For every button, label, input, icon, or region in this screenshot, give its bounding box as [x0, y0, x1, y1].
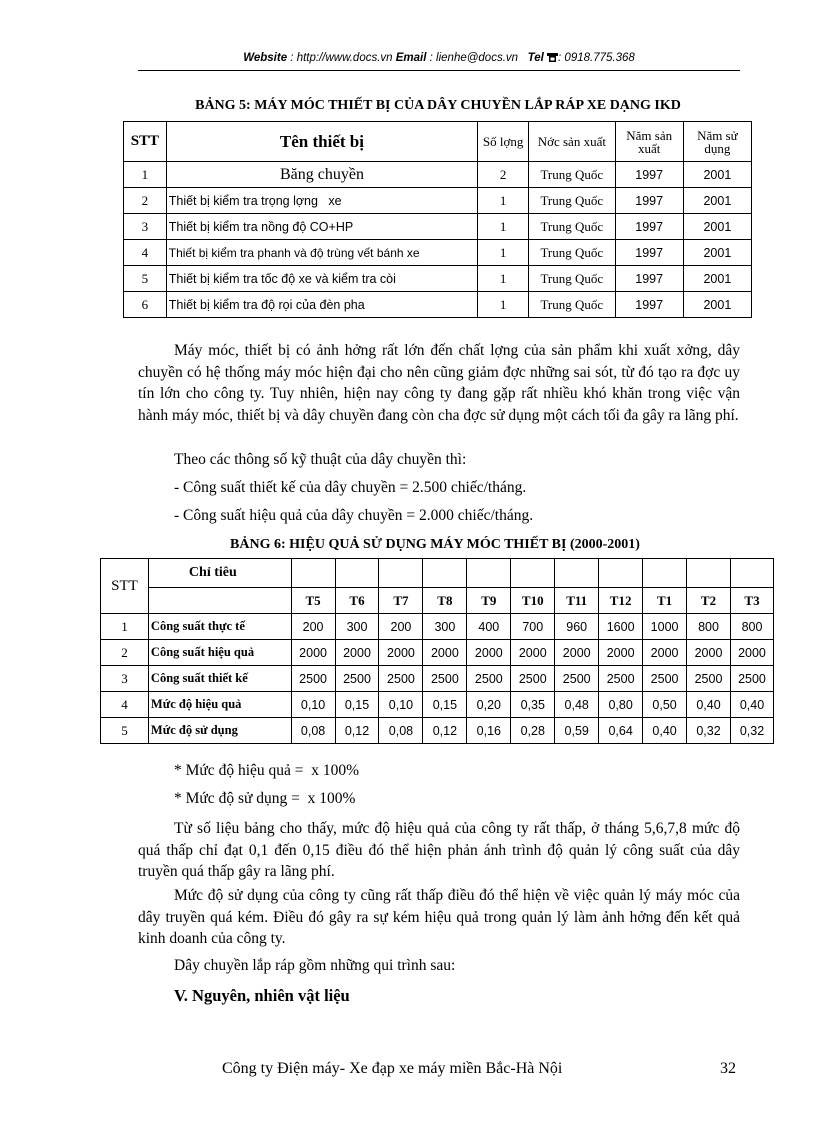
header-divider: [138, 70, 740, 71]
cell-value: 800: [730, 614, 773, 640]
page-header: [138, 52, 740, 64]
table-row: [101, 614, 774, 640]
row-use-year: 2001: [683, 292, 751, 318]
row-equipment: Băng chuyền: [166, 162, 477, 188]
cell-value: 2500: [379, 666, 423, 692]
cell-value: 2500: [687, 666, 731, 692]
cell-value: 2000: [730, 640, 773, 666]
cell-value: 2000: [467, 640, 511, 666]
cell-value: 960: [555, 614, 599, 640]
cell-value: 200: [379, 614, 423, 640]
table-row: [101, 666, 774, 692]
spec-effective-capacity: - Công suất hiệu quả của dây chuyền = 2.000 chiếc/tháng.: [174, 507, 534, 524]
equipment-table: [123, 121, 752, 318]
cell-value: 0,48: [555, 692, 599, 718]
header-month: T5: [291, 588, 335, 614]
cell-value: 0,28: [511, 718, 555, 744]
cell-value: 0,64: [599, 718, 643, 744]
cell-value: 800: [687, 614, 731, 640]
row-stt: 2: [101, 640, 149, 666]
cell-value: 0,20: [467, 692, 511, 718]
cell-value: 0,35: [511, 692, 555, 718]
cell-value: 2500: [335, 666, 379, 692]
cell-value: 200: [291, 614, 335, 640]
row-manufacture-year: 1997: [615, 240, 683, 266]
row-quantity: 1: [478, 240, 529, 266]
row-stt: 4: [124, 240, 167, 266]
cell-value: 0,08: [291, 718, 335, 744]
header-stt: STT: [124, 122, 167, 162]
cell-value: 2000: [379, 640, 423, 666]
header-month: T7: [379, 588, 423, 614]
website-label: Website: [243, 52, 288, 64]
cell-value: 0,40: [687, 692, 731, 718]
cell-value: 2000: [555, 640, 599, 666]
row-origin: Trung Quốc: [529, 162, 616, 188]
row-stt: 5: [124, 266, 167, 292]
header-equipment-name: Tên thiết bị: [166, 122, 477, 162]
cell-value: 2500: [599, 666, 643, 692]
paragraph-usage-analysis: Mức độ sử dụng của công ty cũng rất thấp điều đó thể hiện về việc quản lý máy móc của dây truyền quá kém. Điều đó gây ra sự kém hiệu quả trong quản lý làm ảnh hởng đến kết quả kinh doanh của công ty.: [138, 887, 740, 947]
table-row: [101, 718, 774, 744]
header-month: T11: [555, 588, 599, 614]
cell-value: 2000: [335, 640, 379, 666]
paragraph-efficiency-analysis: Từ số liệu bảng cho thấy, mức độ hiệu quả của công ty rất thấp, ở tháng 5,6,7,8 mức độ quá thấp chỉ đạt 0,1 đến 0,15 điều đó thể hiện phản ánh trình độ quản lý công suất của dây truyền quá thấp gây ra lãng phí.: [138, 820, 740, 880]
cell-value: 2500: [423, 666, 467, 692]
cell-value: 2000: [511, 640, 555, 666]
cell-value: 0,80: [599, 692, 643, 718]
email-link[interactable]: lienhe@docs.vn: [436, 52, 519, 64]
note-usage-formula: * Mức độ sử dụng = x 100%: [174, 790, 356, 807]
table-row: [101, 692, 774, 718]
table-row: [101, 640, 774, 666]
website-separator: :: [287, 52, 297, 64]
row-origin: Trung Quốc: [529, 214, 616, 240]
header-stt: STT: [101, 559, 149, 614]
cell-value: 700: [511, 614, 555, 640]
row-stt: 3: [124, 214, 167, 240]
cell-value: 0,15: [423, 692, 467, 718]
row-origin: Trung Quốc: [529, 292, 616, 318]
row-label: Công suất hiệu quả: [148, 640, 291, 666]
cell-value: 2500: [511, 666, 555, 692]
row-quantity: 1: [478, 214, 529, 240]
cell-value: 0,50: [643, 692, 687, 718]
table-row: [124, 292, 752, 318]
cell-value: 2000: [291, 640, 335, 666]
efficiency-table: [100, 558, 774, 744]
table-row: [124, 188, 752, 214]
cell-value: 1600: [599, 614, 643, 640]
row-use-year: 2001: [683, 162, 751, 188]
row-equipment: Thiết bị kiểm tra nồng độ CO+HP: [166, 214, 477, 240]
header-month: T10: [511, 588, 555, 614]
paragraph-process-intro: Dây chuyền lắp ráp gồm những qui trình sau:: [174, 957, 456, 974]
table-row: [124, 162, 752, 188]
header-quantity: Số lợng: [478, 122, 529, 162]
row-manufacture-year: 1997: [615, 266, 683, 292]
cell-value: 2500: [555, 666, 599, 692]
row-manufacture-year: 1997: [615, 292, 683, 318]
cell-value: 300: [423, 614, 467, 640]
row-stt: 1: [124, 162, 167, 188]
table-row: [124, 266, 752, 292]
section-heading: V. Nguyên, nhiên vật liệu: [174, 986, 350, 1005]
spec-design-capacity: - Công suất thiết kế của dây chuyền = 2.500 chiếc/tháng.: [174, 479, 527, 496]
row-stt: 1: [101, 614, 149, 640]
cell-value: 2000: [423, 640, 467, 666]
header-manufacture-year: Năm sản xuất: [615, 122, 683, 162]
email-label: Email: [395, 52, 427, 64]
table-header-row: [124, 122, 752, 162]
row-equipment: Thiết bị kiểm tra phanh và độ trùng vết bánh xe: [166, 240, 477, 266]
row-stt: 2: [124, 188, 167, 214]
row-label: Công suất thiết kế: [148, 666, 291, 692]
table5-caption: BẢNG 5: MÁY MÓC THIẾT BỊ CỦA DÂY CHUYỀN LẮP RÁP XE DẠNG IKD: [195, 98, 681, 113]
cell-value: 2500: [643, 666, 687, 692]
row-use-year: 2001: [683, 266, 751, 292]
table-row: [124, 214, 752, 240]
header-use-year: Năm sử dụng: [683, 122, 751, 162]
row-quantity: 1: [478, 266, 529, 292]
cell-value: 2000: [687, 640, 731, 666]
cell-value: 0,59: [555, 718, 599, 744]
row-use-year: 2001: [683, 188, 751, 214]
row-manufacture-year: 1997: [615, 188, 683, 214]
cell-value: 0,10: [291, 692, 335, 718]
cell-value: 0,40: [643, 718, 687, 744]
header-indicator: Chỉ tiêu: [148, 559, 291, 588]
row-stt: 5: [101, 718, 149, 744]
header-month: T6: [335, 588, 379, 614]
row-manufacture-year: 1997: [615, 162, 683, 188]
cell-value: 300: [335, 614, 379, 640]
header-month: T2: [687, 588, 731, 614]
cell-value: 0,12: [423, 718, 467, 744]
table-row: [124, 240, 752, 266]
cell-value: 0,08: [379, 718, 423, 744]
row-stt: 4: [101, 692, 149, 718]
tel-label: Tel: [527, 52, 544, 64]
phone-icon: [547, 53, 558, 62]
cell-value: 2500: [730, 666, 773, 692]
row-equipment: Thiết bị kiểm tra trọng lợng xe: [166, 188, 477, 214]
cell-value: 0,32: [730, 718, 773, 744]
paragraph-specs-intro: Theo các thông số kỹ thuật của dây chuyền thì:: [174, 451, 467, 468]
row-label: Mức độ sử dụng: [148, 718, 291, 744]
table-header-row: [101, 559, 774, 588]
row-stt: 6: [124, 292, 167, 318]
row-quantity: 1: [478, 188, 529, 214]
cell-value: 0,16: [467, 718, 511, 744]
row-equipment: Thiết bị kiểm tra tốc độ xe và kiểm tra còi: [166, 266, 477, 292]
row-origin: Trung Quốc: [529, 266, 616, 292]
paragraph-equipment-impact: Máy móc, thiết bị có ảnh hởng rất lớn đến chất lợng của sản phẩm khi xuất xởng, dây chuyền có hệ thống máy móc hiện đại cho nên cũng giảm đợc những sai sót, từ đó tạo ra đợc uy tín lớn cho công ty. Tuy nhiên, hiện nay công ty đang gặp rất nhiều khó khăn trong việc vận hành máy móc, thiết bị và dây chuyền đang còn cha đợc sử dụng một cách tối đa gây ra lãng phí.: [138, 342, 740, 424]
cell-value: 1000: [643, 614, 687, 640]
row-label: Mức độ hiệu quả: [148, 692, 291, 718]
row-label: Công suất thực tế: [148, 614, 291, 640]
cell-value: 2000: [643, 640, 687, 666]
email-separator: :: [426, 52, 437, 64]
cell-value: 400: [467, 614, 511, 640]
row-manufacture-year: 1997: [615, 214, 683, 240]
header-month: T9: [467, 588, 511, 614]
row-origin: Trung Quốc: [529, 188, 616, 214]
cell-value: 0,40: [730, 692, 773, 718]
footer-company: Công ty Điện máy- Xe đạp xe máy miền Bắc-Hà Nội: [222, 1060, 563, 1077]
header-month: T8: [423, 588, 467, 614]
table6-caption: BẢNG 6: HIỆU QUẢ SỬ DỤNG MÁY MÓC THIẾT BỊ (2000-2001): [230, 537, 640, 552]
cell-value: 2500: [291, 666, 335, 692]
page-number: 32: [720, 1060, 736, 1077]
note-efficiency-formula: * Mức độ hiệu quả = x 100%: [174, 762, 360, 779]
header-month: T12: [599, 588, 643, 614]
row-stt: 3: [101, 666, 149, 692]
cell-value: 0,10: [379, 692, 423, 718]
row-use-year: 2001: [683, 240, 751, 266]
row-quantity: 2: [478, 162, 529, 188]
row-equipment: Thiết bị kiểm tra độ rọi của đèn pha: [166, 292, 477, 318]
header-month: T1: [643, 588, 687, 614]
tel-number: : 0918.775.368: [558, 52, 635, 64]
cell-value: 0,15: [335, 692, 379, 718]
cell-value: 0,32: [687, 718, 731, 744]
website-link[interactable]: http://www.docs.vn: [296, 52, 393, 64]
row-origin: Trung Quốc: [529, 240, 616, 266]
row-use-year: 2001: [683, 214, 751, 240]
header-month: T3: [730, 588, 773, 614]
cell-value: 2000: [599, 640, 643, 666]
header-origin: Nớc sản xuất: [529, 122, 616, 162]
cell-value: 2500: [467, 666, 511, 692]
table-header-row: [101, 588, 774, 614]
row-quantity: 1: [478, 292, 529, 318]
cell-value: 0,12: [335, 718, 379, 744]
